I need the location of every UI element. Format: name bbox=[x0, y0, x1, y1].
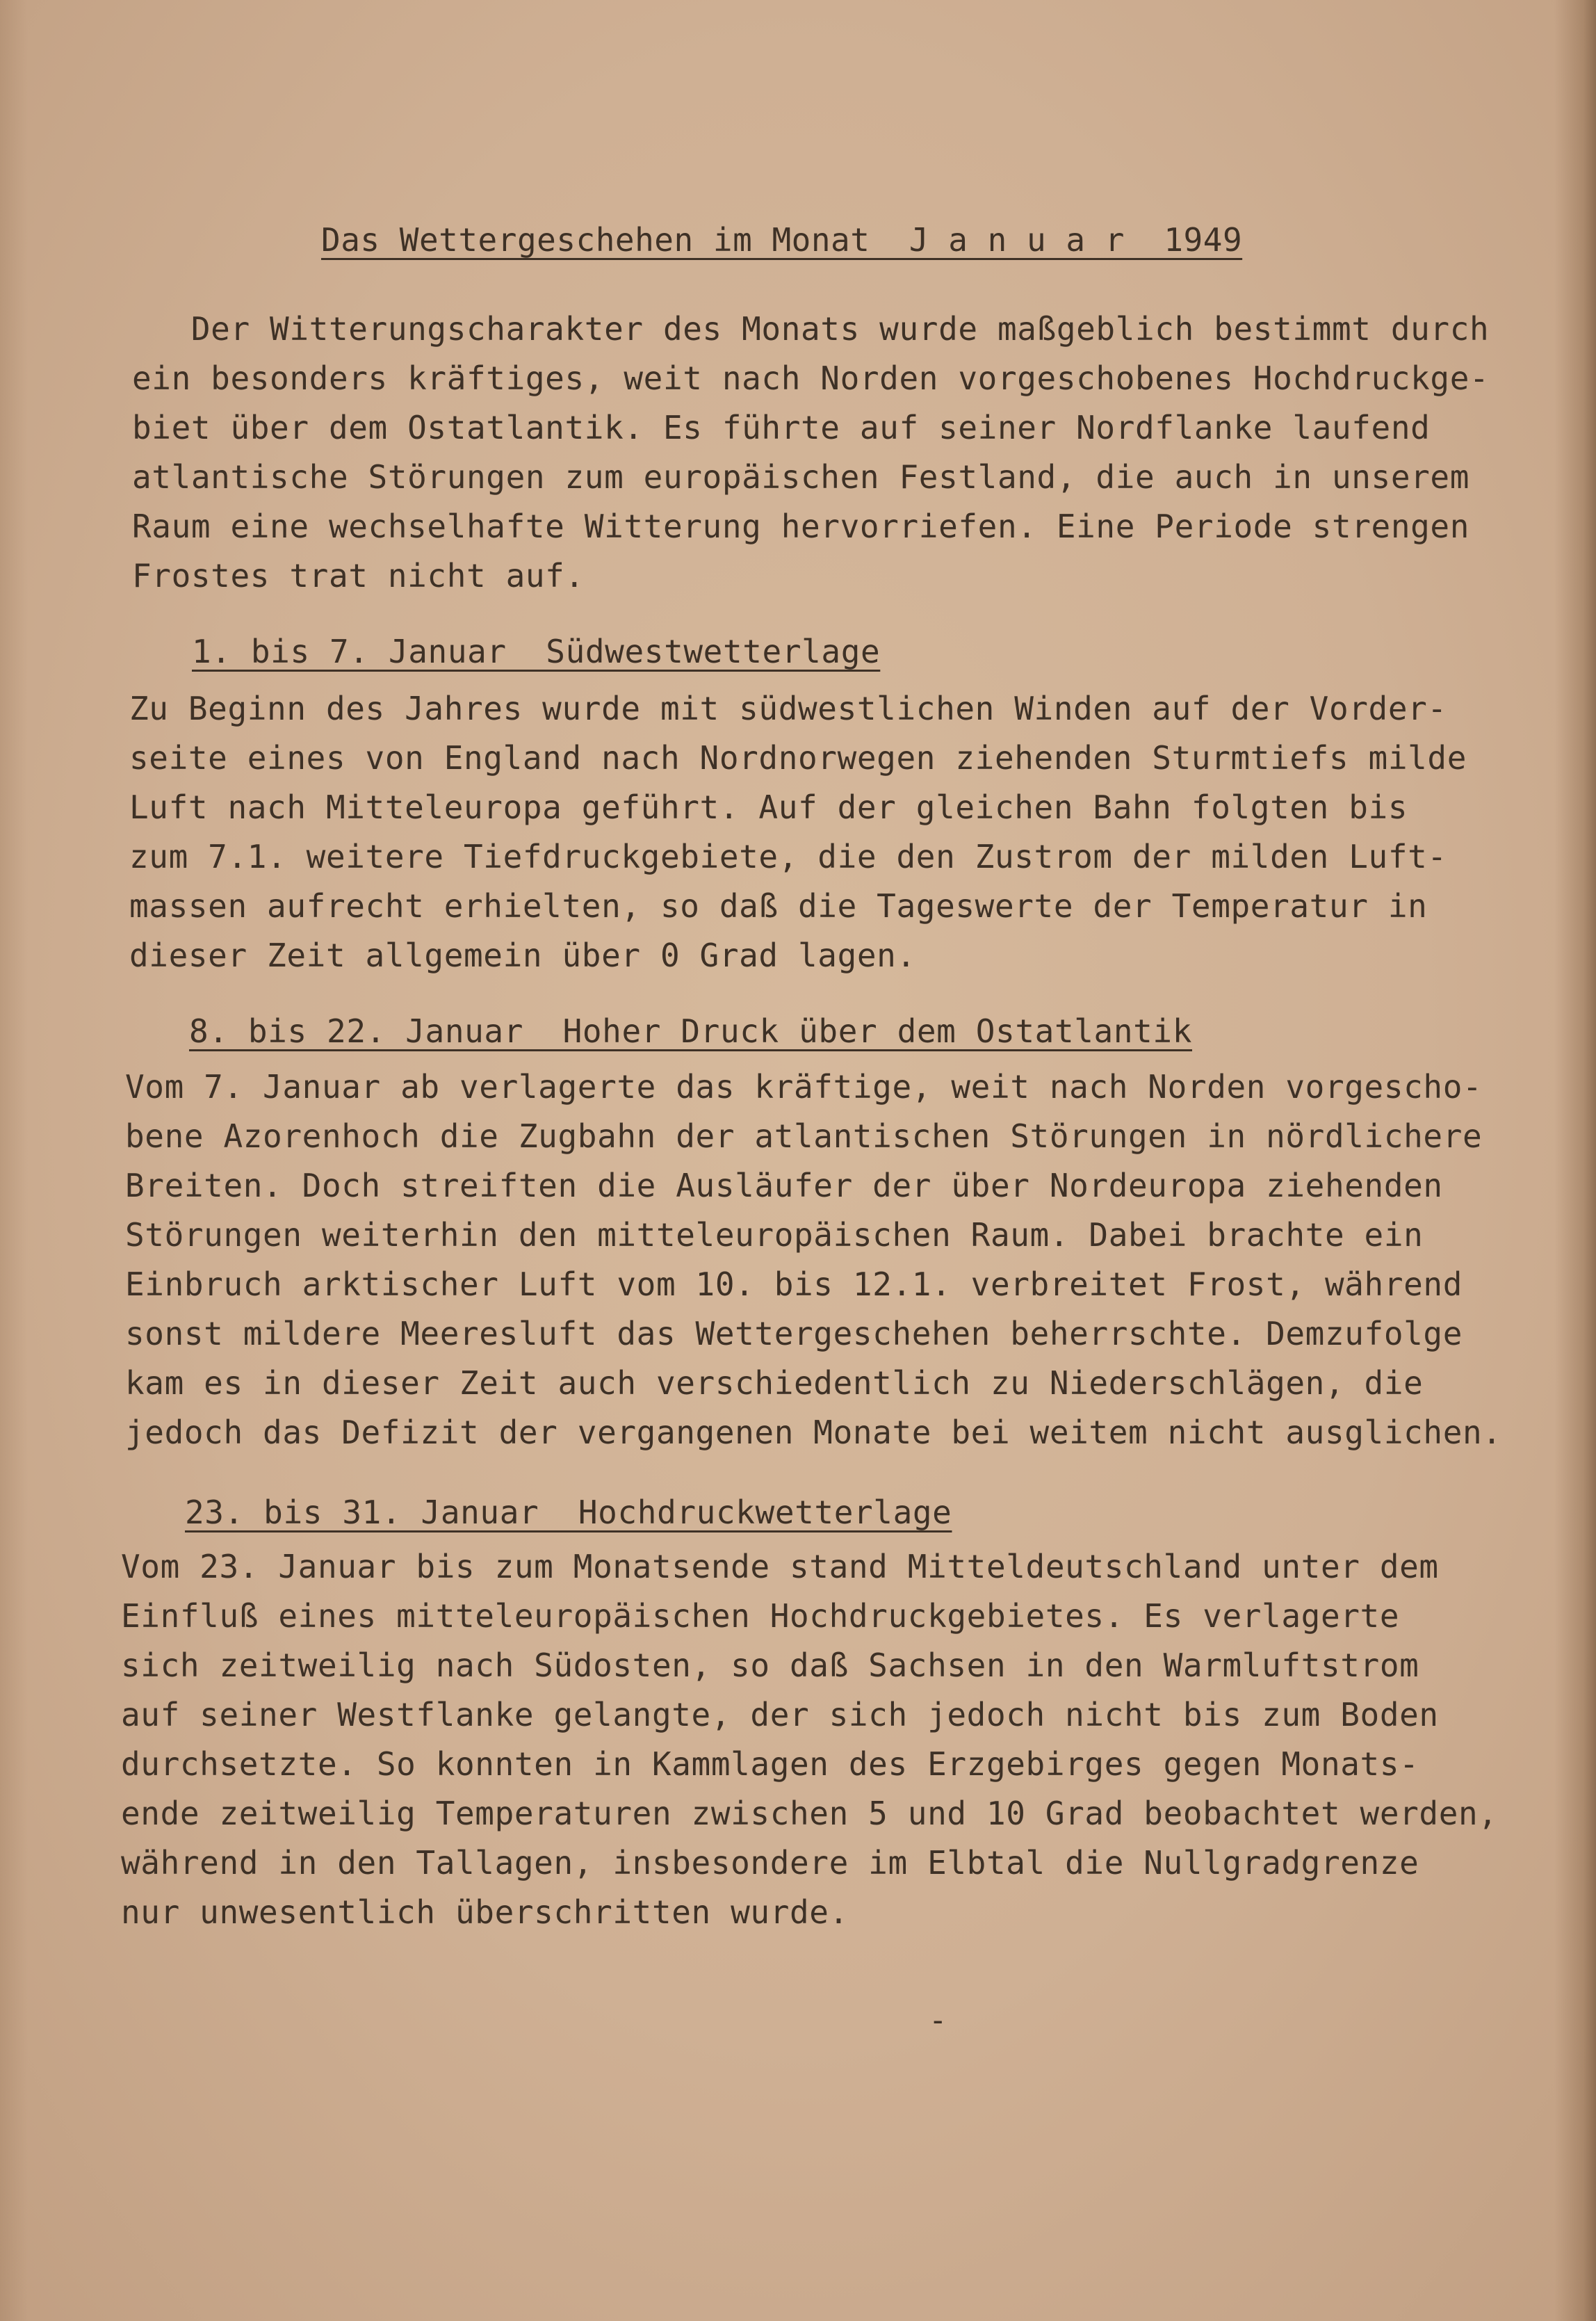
section-3-line: ende zeitweilig Temperaturen zwischen 5 und 10 Grad beobachtet werden, bbox=[121, 1795, 1498, 1832]
intro-line: atlantische Störungen zum europäischen Festland, die auch in unserem bbox=[132, 458, 1470, 496]
section-3-line: nur unwesentlich überschritten wurde. bbox=[121, 1893, 849, 1931]
document-title: Das Wettergeschehen im Monat J a n u a r 1949 bbox=[321, 221, 1243, 259]
section-2-line: Störungen weiterhin den mitteleuropäischen Raum. Dabei brachte ein bbox=[125, 1216, 1424, 1254]
section-1-line: Luft nach Mitteleuropa geführt. Auf der gleichen Bahn folgten bis bbox=[129, 789, 1408, 826]
section-heading-3: 23. bis 31. Januar Hochdruckwetterlage bbox=[185, 1494, 952, 1531]
section-1-line: Zu Beginn des Jahres wurde mit südwestlichen Winden auf der Vorder- bbox=[129, 690, 1447, 727]
section-heading-2: 8. bis 22. Januar Hoher Druck über dem Ostatlantik bbox=[189, 1012, 1193, 1050]
page-number: - bbox=[929, 2003, 947, 2038]
section-3-line: sich zeitweilig nach Südosten, so daß Sachsen in den Warmluftstrom bbox=[121, 1647, 1419, 1684]
intro-line: Frostes trat nicht auf. bbox=[132, 557, 585, 595]
section-2-line: sonst mildere Meeresluft das Wettergeschehen beherrschte. Demzufolge bbox=[125, 1315, 1463, 1352]
section-2-line: bene Azorenhoch die Zugbahn der atlantischen Störungen in nördlichere bbox=[125, 1117, 1483, 1155]
section-3-line: Einfluß eines mitteleuropäischen Hochdruckgebietes. Es verlagerte bbox=[121, 1597, 1400, 1635]
section-2-line: kam es in dieser Zeit auch verschiedentlich zu Niederschlägen, die bbox=[125, 1364, 1424, 1402]
intro-line: ein besonders kräftiges, weit nach Norden vorgeschobenes Hochdruckge- bbox=[132, 359, 1490, 397]
intro-line: Der Witterungscharakter des Monats wurde maßgeblich bestimmt durch bbox=[132, 310, 1490, 348]
section-2-line: Einbruch arktischer Luft vom 10. bis 12.1. verbreitet Frost, während bbox=[125, 1265, 1463, 1303]
section-3-line: während in den Tallagen, insbesondere im Elbtal die Nullgradgrenze bbox=[121, 1844, 1419, 1882]
section-paragraph-2 bbox=[125, 1062, 1502, 1457]
page-left-shadow bbox=[0, 0, 28, 2321]
intro-line: biet über dem Ostatlantik. Es führte auf seiner Nordflanke laufend bbox=[132, 409, 1431, 446]
section-2-line: jedoch das Defizit der vergangenen Monate bei weitem nicht ausglichen. bbox=[125, 1414, 1502, 1451]
section-1-line: seite eines von England nach Nordnorwegen ziehenden Sturmtiefs milde bbox=[129, 739, 1467, 777]
section-paragraph-1 bbox=[129, 684, 1467, 980]
section-3-line: durchsetzte. So konnten in Kammlagen des Erzgebirges gegen Monats- bbox=[121, 1745, 1419, 1783]
section-2-line: Breiten. Doch streiften die Ausläufer der über Nordeuropa ziehenden bbox=[125, 1167, 1443, 1204]
section-3-line: auf seiner Westflanke gelangte, der sich jedoch nicht bis zum Boden bbox=[121, 1696, 1439, 1733]
section-heading-1: 1. bis 7. Januar Südwestwetterlage bbox=[192, 633, 881, 670]
section-2-line: Vom 7. Januar ab verlagerte das kräftige, weit nach Norden vorgescho- bbox=[125, 1068, 1483, 1106]
section-1-line: zum 7.1. weitere Tiefdruckgebiete, die den Zustrom der milden Luft- bbox=[129, 838, 1447, 875]
section-paragraph-3 bbox=[121, 1542, 1498, 1937]
section-1-line: dieser Zeit allgemein über 0 Grad lagen. bbox=[129, 937, 916, 974]
page-edge-shadow bbox=[1554, 0, 1596, 2321]
intro-line: Raum eine wechselhafte Witterung hervorriefen. Eine Periode strengen bbox=[132, 508, 1470, 545]
section-1-line: massen aufrecht erhielten, so daß die Tageswerte der Temperatur in bbox=[129, 887, 1428, 925]
intro-paragraph bbox=[132, 305, 1489, 601]
section-3-line: Vom 23. Januar bis zum Monatsende stand Mitteldeutschland unter dem bbox=[121, 1548, 1439, 1585]
